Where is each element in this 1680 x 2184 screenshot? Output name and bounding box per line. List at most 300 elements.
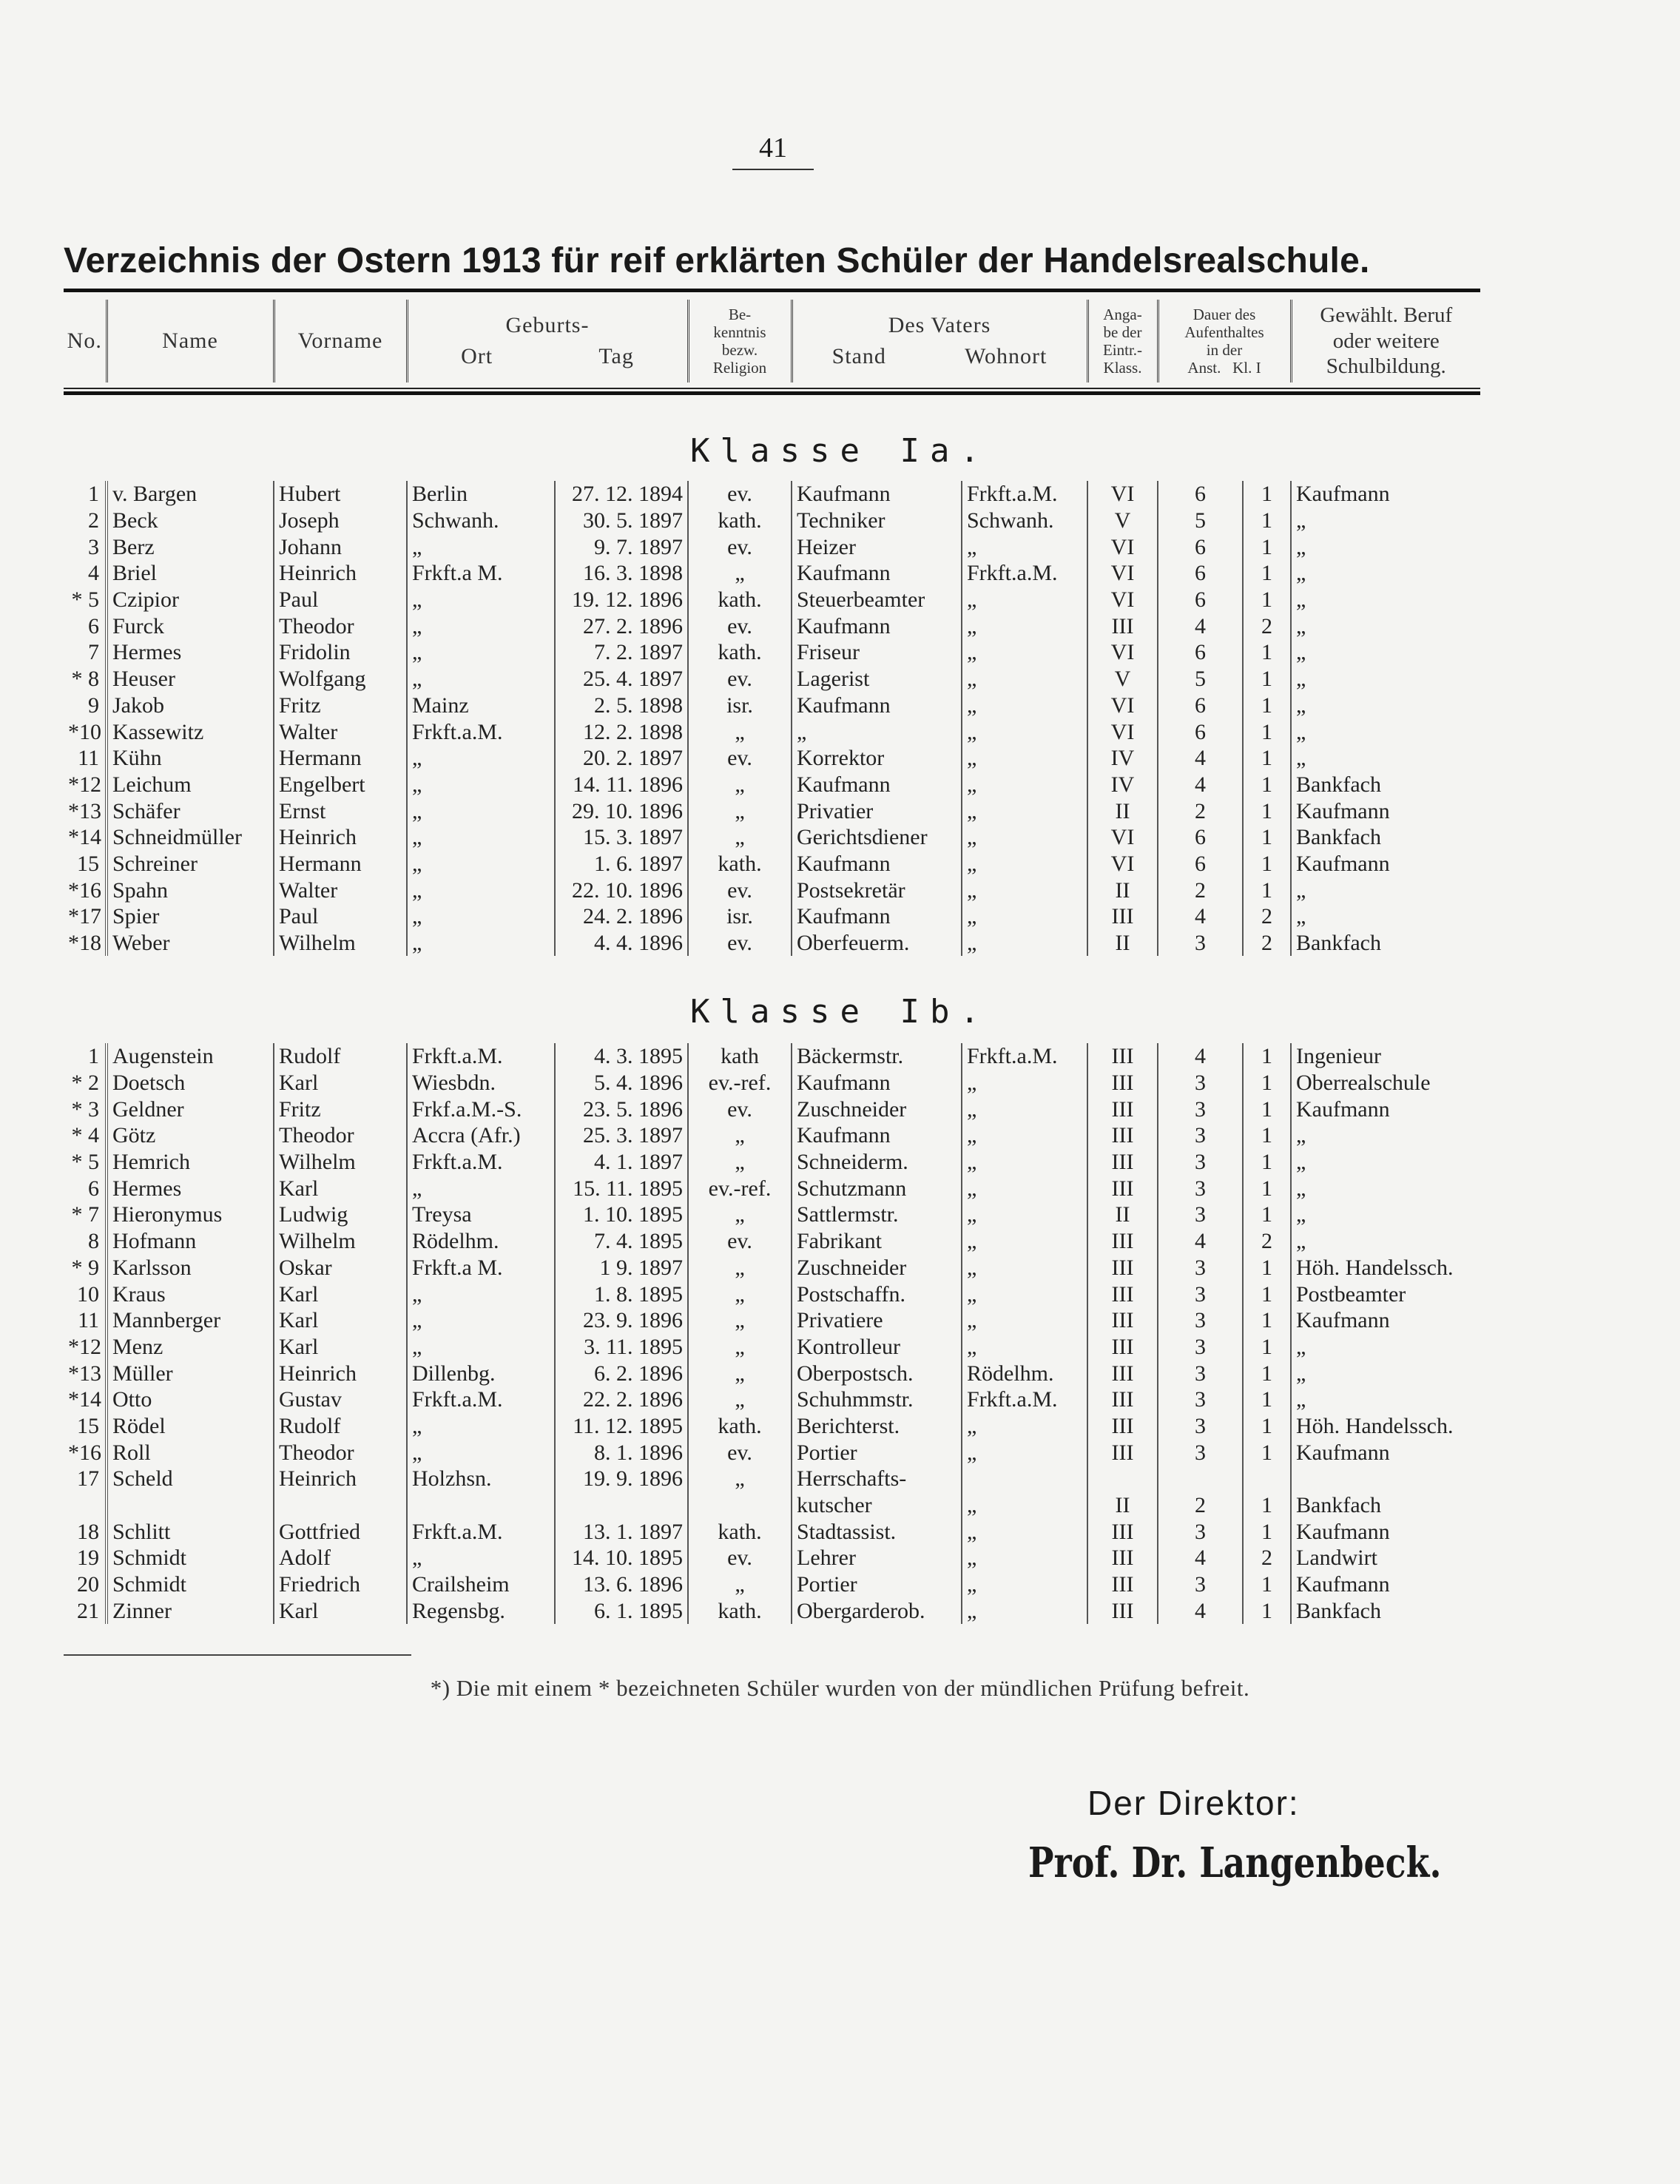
father-wohnort: „ — [962, 1175, 1087, 1201]
entry-class: III — [1087, 1413, 1158, 1440]
birth-place: Dillenbg. — [407, 1360, 555, 1386]
entry-class: III — [1087, 1518, 1158, 1545]
header-rule — [64, 388, 1480, 389]
header-dauer: Dauer des Aufenthaltes in der Anst. Kl. I — [1158, 300, 1291, 382]
student-name: Doetsch — [107, 1070, 274, 1096]
birth-date: 1 9. 1897 — [555, 1255, 688, 1281]
entry-class: III — [1087, 613, 1158, 639]
chosen-career: „ — [1291, 903, 1480, 930]
chosen-career: „ — [1291, 508, 1480, 534]
student-name: Zinner — [107, 1597, 274, 1624]
row-number: *14 — [68, 825, 101, 850]
table-row — [64, 1070, 1480, 1096]
birth-place: „ — [407, 851, 555, 877]
row-number: 10 — [77, 1281, 99, 1307]
duration-class: 1 — [1243, 508, 1291, 534]
duration-class: 1 — [1243, 1201, 1291, 1228]
student-name: Berz — [107, 533, 274, 560]
row-number: 1 — [88, 1044, 99, 1069]
row-number — [64, 1492, 107, 1519]
table-row — [64, 1281, 1480, 1307]
father-stand: Techniker — [792, 508, 962, 534]
father-wohnort: „ — [962, 1307, 1087, 1334]
religion: kath. — [688, 639, 792, 666]
footnote: *) Die mit einem * bezeichneten Schüler wurden von der mündlichen Prüfung befreit. — [430, 1675, 1250, 1701]
duration-total: 3 — [1158, 1360, 1243, 1386]
father-stand: Oberfeuerm. — [792, 930, 962, 957]
student-vorname: Fritz — [274, 692, 407, 719]
duration-total: 6 — [1158, 718, 1243, 745]
father-stand: Korrektor — [792, 745, 962, 772]
row-number: 2 — [88, 508, 99, 533]
student-name: Kraus — [107, 1281, 274, 1307]
father-wohnort: Frkft.a.M. — [962, 481, 1087, 508]
father-stand: Portier — [792, 1439, 962, 1466]
father-wohnort: „ — [962, 1281, 1087, 1307]
father-stand: Fabrikant — [792, 1228, 962, 1255]
religion: „ — [688, 1360, 792, 1386]
duration-class: 1 — [1243, 666, 1291, 692]
father-wohnort: „ — [962, 718, 1087, 745]
table-row — [64, 508, 1480, 534]
entry-class: III — [1087, 1122, 1158, 1149]
father-stand: Heizer — [792, 533, 962, 560]
table-row — [64, 560, 1480, 587]
duration-class: 1 — [1243, 692, 1291, 719]
duration-class: 1 — [1243, 1281, 1291, 1307]
student-vorname: Theodor — [274, 1122, 407, 1149]
duration-class: 1 — [1243, 1518, 1291, 1545]
birth-date: 13. 1. 1897 — [555, 1518, 688, 1545]
table-row — [64, 851, 1480, 877]
father-stand: Kaufmann — [792, 692, 962, 719]
table-row — [64, 824, 1480, 851]
father-stand: Steuerbeamter — [792, 587, 962, 613]
row-number: 19 — [77, 1546, 99, 1571]
row-number: 9 — [88, 692, 99, 718]
birth-place: „ — [407, 824, 555, 851]
student-name: Kassewitz — [107, 718, 274, 745]
student-vorname: Paul — [274, 587, 407, 613]
chosen-career: „ — [1291, 1201, 1480, 1228]
duration-class: 1 — [1243, 1334, 1291, 1361]
birth-place: Frkft.a M. — [407, 560, 555, 587]
religion: „ — [688, 560, 792, 587]
birth-date: 8. 1. 1896 — [555, 1439, 688, 1466]
chosen-career: Kaufmann — [1291, 1307, 1480, 1334]
birth-date: 3. 11. 1895 — [555, 1334, 688, 1361]
duration-class: 1 — [1243, 1386, 1291, 1413]
father-wohnort: „ — [962, 639, 1087, 666]
duration-total: 3 — [1158, 1386, 1243, 1413]
religion: kath. — [688, 851, 792, 877]
duration-total: 6 — [1158, 824, 1243, 851]
table-row — [64, 481, 1480, 508]
birth-place: „ — [407, 1413, 555, 1440]
table-row — [64, 745, 1480, 772]
header-angabe: Anga- be der Eintr.- Klass. — [1087, 300, 1158, 382]
birth-date: 1. 6. 1897 — [555, 851, 688, 877]
row-number: 17 — [77, 1466, 99, 1492]
duration-total: 3 — [1158, 1413, 1243, 1440]
chosen-career: „ — [1291, 1386, 1480, 1413]
religion: „ — [688, 798, 792, 824]
father-wohnort: „ — [962, 772, 1087, 798]
table-row — [64, 587, 1480, 613]
religion: ev. — [688, 481, 792, 508]
duration-class: 1 — [1243, 1043, 1291, 1070]
student-vorname: Gustav — [274, 1386, 407, 1413]
row-number: *16 — [68, 877, 101, 903]
row-number: * 2 — [71, 1071, 99, 1096]
klasse-ia-heading: Klasse Ia. — [690, 432, 990, 470]
religion: ev. — [688, 745, 792, 772]
father-stand: Kaufmann — [792, 1122, 962, 1149]
row-number: *12 — [68, 1334, 101, 1359]
table-row — [64, 1043, 1480, 1070]
father-stand: Privatiere — [792, 1307, 962, 1334]
row-number: 6 — [88, 1176, 99, 1201]
birth-date: 6. 1. 1895 — [555, 1597, 688, 1624]
duration-total: 5 — [1158, 666, 1243, 692]
birth-date: 24. 2. 1896 — [555, 903, 688, 930]
birth-date: 19. 9. 1896 — [555, 1466, 688, 1492]
birth-place: Schwanh. — [407, 508, 555, 534]
birth-date: 7. 2. 1897 — [555, 639, 688, 666]
duration-total: 6 — [1158, 692, 1243, 719]
entry-class: III — [1087, 1545, 1158, 1571]
religion: ev. — [688, 877, 792, 903]
birth-date: 30. 5. 1897 — [555, 508, 688, 534]
entry-class: VI — [1087, 587, 1158, 613]
chosen-career: Oberrealschule — [1291, 1070, 1480, 1096]
duration-total: 2 — [1158, 798, 1243, 824]
chosen-career: „ — [1291, 745, 1480, 772]
table-row — [64, 1413, 1480, 1440]
father-wohnort: „ — [962, 851, 1087, 877]
table-row — [64, 903, 1480, 930]
entry-class: III — [1087, 1096, 1158, 1122]
birth-date: 6. 2. 1896 — [555, 1360, 688, 1386]
religion: isr. — [688, 903, 792, 930]
chosen-career: „ — [1291, 1360, 1480, 1386]
entry-class: VI — [1087, 560, 1158, 587]
father-stand: Lagerist — [792, 666, 962, 692]
footnote-rule — [64, 1654, 411, 1656]
birth-place: Regensbg. — [407, 1597, 555, 1624]
duration-total: 3 — [1158, 1439, 1243, 1466]
entry-class: V — [1087, 666, 1158, 692]
row-number: *17 — [68, 904, 101, 929]
father-stand: Kaufmann — [792, 851, 962, 877]
religion: ev. — [688, 1228, 792, 1255]
chosen-career: Ingenieur — [1291, 1043, 1480, 1070]
student-name: Hermes — [107, 639, 274, 666]
table-row — [64, 1518, 1480, 1545]
row-number: 1 — [88, 482, 99, 507]
duration-total: 3 — [1158, 1307, 1243, 1334]
father-wohnort: „ — [962, 1439, 1087, 1466]
student-vorname: Wolfgang — [274, 666, 407, 692]
father-stand: Sattlermstr. — [792, 1201, 962, 1228]
father-wohnort: „ — [962, 1518, 1087, 1545]
row-number: 20 — [77, 1572, 99, 1597]
father-wohnort: „ — [962, 692, 1087, 719]
student-name: Heuser — [107, 666, 274, 692]
student-name: Götz — [107, 1122, 274, 1149]
father-stand: Schutzmann — [792, 1175, 962, 1201]
entry-class: V — [1087, 508, 1158, 534]
header-bekenntnis: Be- kenntnis bezw. Religion — [688, 300, 792, 382]
birth-place: „ — [407, 1281, 555, 1307]
entry-class: VI — [1087, 718, 1158, 745]
entry-class: VI — [1087, 692, 1158, 719]
chosen-career: „ — [1291, 639, 1480, 666]
chosen-career: Bankfach — [1291, 1492, 1480, 1519]
father-wohnort: „ — [962, 533, 1087, 560]
duration-class: 1 — [1243, 1175, 1291, 1201]
duration-total: 3 — [1158, 930, 1243, 957]
student-name: Schmidt — [107, 1571, 274, 1598]
duration-total: 6 — [1158, 639, 1243, 666]
row-number: 7 — [88, 640, 99, 665]
religion: kath. — [688, 508, 792, 534]
duration-total: 5 — [1158, 508, 1243, 534]
row-number: 15 — [77, 851, 99, 876]
chosen-career: Bankfach — [1291, 1597, 1480, 1624]
duration-total: 3 — [1158, 1175, 1243, 1201]
table-row — [64, 798, 1480, 824]
entry-class: III — [1087, 1597, 1158, 1624]
religion: „ — [688, 1307, 792, 1334]
birth-date: 2. 5. 1898 — [555, 692, 688, 719]
father-wohnort: Frkft.a.M. — [962, 1043, 1087, 1070]
row-number: *18 — [68, 931, 101, 956]
religion: „ — [688, 772, 792, 798]
student-vorname: Hermann — [274, 851, 407, 877]
father-stand: Kaufmann — [792, 1070, 962, 1096]
entry-class: VI — [1087, 851, 1158, 877]
duration-class: 1 — [1243, 1360, 1291, 1386]
father-stand: kutscher — [792, 1492, 962, 1519]
chosen-career: „ — [1291, 1334, 1480, 1361]
entry-class: II — [1087, 877, 1158, 903]
father-stand: Kontrolleur — [792, 1334, 962, 1361]
chosen-career: Landwirt — [1291, 1545, 1480, 1571]
table-row — [64, 1175, 1480, 1201]
birth-date: 25. 4. 1897 — [555, 666, 688, 692]
father-wohnort: Rödelhm. — [962, 1360, 1087, 1386]
entry-class: II — [1087, 1201, 1158, 1228]
father-stand: Postschaffn. — [792, 1281, 962, 1307]
table-row — [64, 930, 1480, 957]
father-stand: Zuschneider — [792, 1255, 962, 1281]
duration-class: 1 — [1243, 824, 1291, 851]
birth-date: 9. 7. 1897 — [555, 533, 688, 560]
table-row — [64, 533, 1480, 560]
birth-date: 5. 4. 1896 — [555, 1070, 688, 1096]
entry-class — [1087, 1466, 1158, 1492]
father-wohnort: „ — [962, 1070, 1087, 1096]
student-vorname: Heinrich — [274, 824, 407, 851]
birth-place: Treysa — [407, 1201, 555, 1228]
student-name: Menz — [107, 1334, 274, 1361]
student-vorname: Wilhelm — [274, 1149, 407, 1176]
father-stand: Schneiderm. — [792, 1149, 962, 1176]
religion: „ — [688, 1386, 792, 1413]
student-vorname: Theodor — [274, 613, 407, 639]
duration-total: 6 — [1158, 481, 1243, 508]
table-row — [64, 1466, 1480, 1492]
student-vorname: Ludwig — [274, 1201, 407, 1228]
birth-place: „ — [407, 587, 555, 613]
chosen-career: Kaufmann — [1291, 851, 1480, 877]
row-number: * 4 — [71, 1123, 99, 1148]
birth-place: „ — [407, 666, 555, 692]
table-row — [64, 1439, 1480, 1466]
student-vorname: Johann — [274, 533, 407, 560]
duration-total: 4 — [1158, 1043, 1243, 1070]
student-vorname: Heinrich — [274, 1360, 407, 1386]
duration-class: 1 — [1243, 481, 1291, 508]
row-number: *14 — [68, 1387, 101, 1412]
row-number: 3 — [88, 534, 99, 559]
birth-place: Berlin — [407, 481, 555, 508]
klasse-ia-table — [64, 481, 1480, 956]
duration-class: 1 — [1243, 851, 1291, 877]
birth-place: Frkft.a.M. — [407, 1518, 555, 1545]
header-vaters: Des Vaters Stand Wohnort — [792, 300, 1087, 382]
row-number: 11 — [78, 746, 99, 771]
chosen-career: Bankfach — [1291, 772, 1480, 798]
entry-class: III — [1087, 1360, 1158, 1386]
father-stand: Gerichtsdiener — [792, 824, 962, 851]
row-number: 18 — [77, 1519, 99, 1544]
father-wohnort: „ — [962, 613, 1087, 639]
student-name: Spier — [107, 903, 274, 930]
duration-class: 1 — [1243, 533, 1291, 560]
table-row — [64, 718, 1480, 745]
student-vorname: Joseph — [274, 508, 407, 534]
page-title: Verzeichnis der Ostern 1913 für reif erklärten Schüler der Handelsrealschule. — [64, 241, 1370, 280]
religion: isr. — [688, 692, 792, 719]
birth-date: 11. 12. 1895 — [555, 1413, 688, 1440]
birth-date: 15. 11. 1895 — [555, 1175, 688, 1201]
religion: ev. — [688, 1096, 792, 1122]
duration-total: 3 — [1158, 1571, 1243, 1598]
birth-place: „ — [407, 798, 555, 824]
religion: „ — [688, 1571, 792, 1598]
row-number: * 5 — [71, 1150, 99, 1175]
table-row — [64, 1307, 1480, 1334]
student-vorname: Wilhelm — [274, 930, 407, 957]
father-wohnort: „ — [962, 1492, 1087, 1519]
entry-class: VI — [1087, 481, 1158, 508]
father-wohnort: „ — [962, 745, 1087, 772]
religion: ev. — [688, 666, 792, 692]
entry-class: II — [1087, 930, 1158, 957]
father-stand: Kaufmann — [792, 903, 962, 930]
student-name: Otto — [107, 1386, 274, 1413]
student-name: Spahn — [107, 877, 274, 903]
birth-date: 14. 10. 1895 — [555, 1545, 688, 1571]
birth-place: „ — [407, 533, 555, 560]
student-name: Jakob — [107, 692, 274, 719]
father-wohnort: Frkft.a.M. — [962, 560, 1087, 587]
student-vorname: Paul — [274, 903, 407, 930]
student-name: Karlsson — [107, 1255, 274, 1281]
birth-date: 25. 3. 1897 — [555, 1122, 688, 1149]
duration-total: 2 — [1158, 1492, 1243, 1519]
table-row — [64, 1201, 1480, 1228]
father-wohnort: „ — [962, 903, 1087, 930]
religion: ev. — [688, 613, 792, 639]
table-row — [64, 1571, 1480, 1598]
duration-class: 1 — [1243, 1149, 1291, 1176]
student-vorname: Hubert — [274, 481, 407, 508]
student-name: Roll — [107, 1439, 274, 1466]
student-vorname: Ernst — [274, 798, 407, 824]
duration-total: 4 — [1158, 1545, 1243, 1571]
table-row — [64, 1255, 1480, 1281]
row-number: * 8 — [71, 667, 99, 692]
duration-class: 2 — [1243, 930, 1291, 957]
father-wohnort: „ — [962, 824, 1087, 851]
student-vorname: Rudolf — [274, 1043, 407, 1070]
duration-total: 3 — [1158, 1255, 1243, 1281]
duration-class — [1243, 1466, 1291, 1492]
duration-class: 1 — [1243, 1122, 1291, 1149]
duration-class: 1 — [1243, 877, 1291, 903]
student-vorname: Heinrich — [274, 1466, 407, 1492]
direktor-label: Der Direktor: — [1087, 1784, 1300, 1822]
student-name: v. Bargen — [107, 481, 274, 508]
father-stand: Obergarderob. — [792, 1597, 962, 1624]
chosen-career: Kaufmann — [1291, 1571, 1480, 1598]
student-name: Rödel — [107, 1413, 274, 1440]
chosen-career: „ — [1291, 613, 1480, 639]
father-wohnort: „ — [962, 798, 1087, 824]
entry-class: VI — [1087, 533, 1158, 560]
chosen-career: „ — [1291, 692, 1480, 719]
religion: ev. — [688, 930, 792, 957]
religion: kath. — [688, 1518, 792, 1545]
table-row — [64, 666, 1480, 692]
student-name: Schmidt — [107, 1545, 274, 1571]
birth-place: Frkft.a.M. — [407, 1386, 555, 1413]
father-wohnort — [962, 1466, 1087, 1492]
duration-total: 4 — [1158, 1597, 1243, 1624]
duration-class: 1 — [1243, 1413, 1291, 1440]
religion: „ — [688, 718, 792, 745]
duration-total: 4 — [1158, 903, 1243, 930]
duration-class: 1 — [1243, 798, 1291, 824]
table-row — [64, 1360, 1480, 1386]
header-geburts: Geburts- Ort Tag — [407, 300, 688, 382]
birth-date: 22. 10. 1896 — [555, 877, 688, 903]
duration-total — [1158, 1466, 1243, 1492]
student-name: Kühn — [107, 745, 274, 772]
entry-class: III — [1087, 1439, 1158, 1466]
birth-date: 4. 1. 1897 — [555, 1149, 688, 1176]
entry-class: III — [1087, 1386, 1158, 1413]
chosen-career: „ — [1291, 533, 1480, 560]
father-wohnort: „ — [962, 877, 1087, 903]
student-vorname: Karl — [274, 1597, 407, 1624]
row-number: * 3 — [71, 1096, 99, 1122]
row-number: 4 — [88, 561, 99, 586]
student-vorname: Karl — [274, 1281, 407, 1307]
